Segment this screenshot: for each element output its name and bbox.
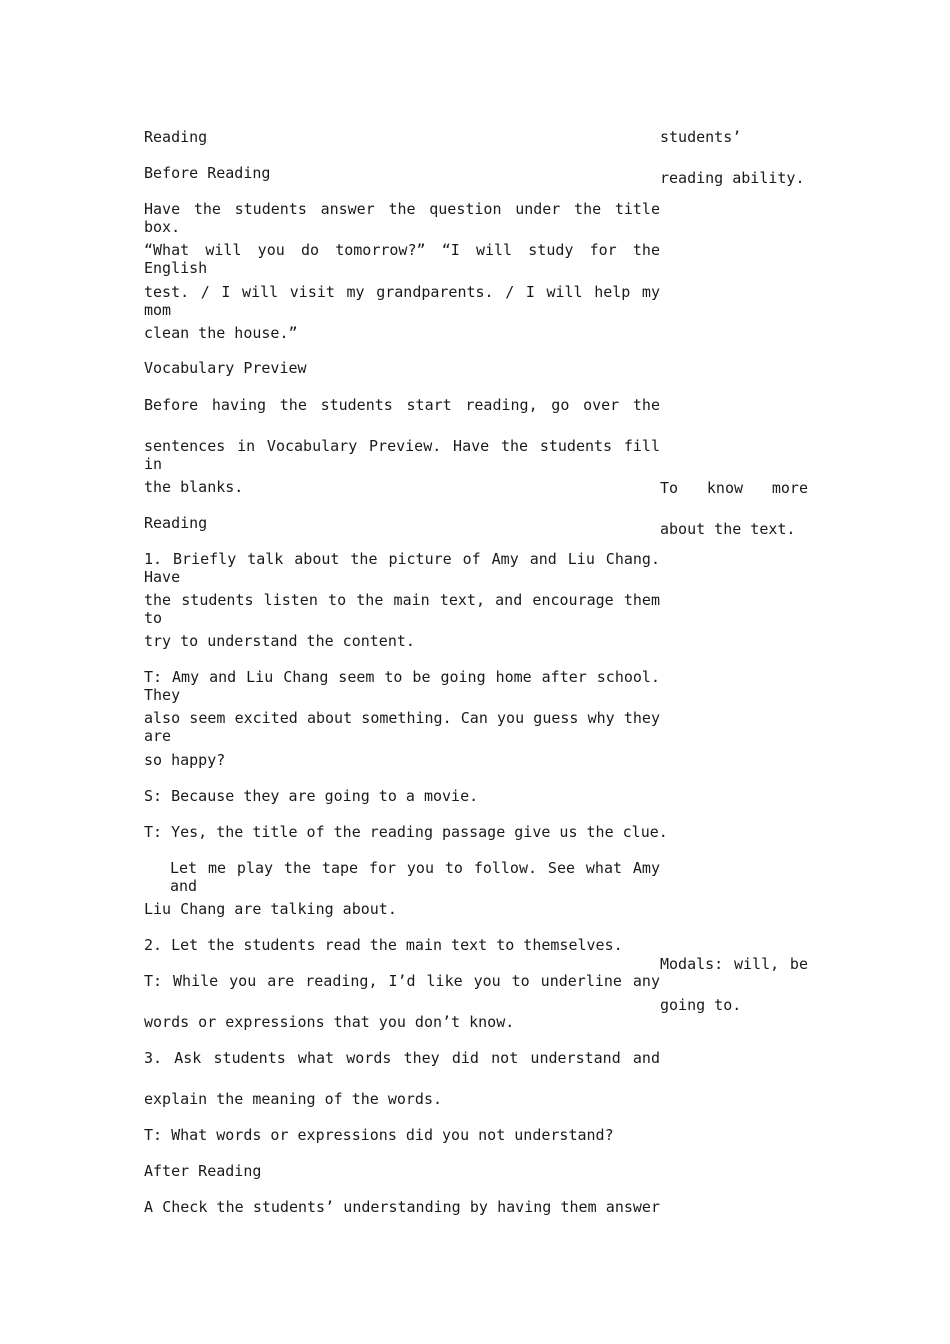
text-line: 2. Let the students read the main text to themselves. — [144, 936, 623, 954]
text-line: the blanks. — [144, 478, 244, 496]
text-line: S: Because they are going to a movie. — [144, 787, 479, 805]
text-line: sentences in Vocabulary Preview. Have the students fill in — [144, 437, 660, 473]
side-note-line: Modals: will, be — [660, 955, 808, 973]
text-line: words or expressions that you don’t know. — [144, 1013, 515, 1031]
text-line: T: What words or expressions did you not understand? — [144, 1126, 614, 1144]
text-line: T: While you are reading, I’d like you to underline any — [144, 972, 660, 990]
text-line: 1. Briefly talk about the picture of Amy and Liu Chang. Have — [144, 550, 660, 586]
side-note-line: To know more — [660, 479, 808, 497]
text-line: T: Yes, the title of the reading passage give us the clue. — [144, 823, 668, 841]
text-line: T: Amy and Liu Chang seem to be going home after school. They — [144, 668, 660, 704]
text-line: explain the meaning of the words. — [144, 1090, 443, 1108]
text-line: Liu Chang are talking about. — [144, 900, 397, 918]
side-note-line: students’ — [660, 128, 742, 146]
text-line: Have the students answer the question under the title box. — [144, 200, 660, 236]
side-note-line: about the text. — [660, 520, 796, 538]
text-line: “What will you do tomorrow?” “I will study for the English — [144, 241, 660, 277]
text-line: clean the house.” — [144, 324, 298, 342]
text-line: the students listen to the main text, and encourage them to — [144, 591, 660, 627]
text-line: test. / I will visit my grandparents. / I will help my mom — [144, 283, 660, 319]
side-note-line: reading ability. — [660, 169, 805, 187]
text-line: also seem excited about something. Can you guess why they are — [144, 709, 660, 745]
heading-reading-2: Reading — [144, 514, 208, 532]
text-line: 3. Ask students what words they did not understand and — [144, 1049, 660, 1067]
heading-vocabulary-preview: Vocabulary Preview — [144, 359, 307, 377]
text-line: A Check the students’ understanding by having them answer — [144, 1198, 660, 1216]
text-line: so happy? — [144, 751, 226, 769]
heading-reading: Reading — [144, 128, 208, 146]
side-note-line: going to. — [660, 996, 742, 1014]
text-line: Let me play the tape for you to follow. See what Amy and — [170, 859, 660, 895]
text-line: try to understand the content. — [144, 632, 415, 650]
text-line: Before having the students start reading, go over the — [144, 396, 660, 414]
heading-after-reading: After Reading — [144, 1162, 262, 1180]
heading-before-reading: Before Reading — [144, 164, 271, 182]
